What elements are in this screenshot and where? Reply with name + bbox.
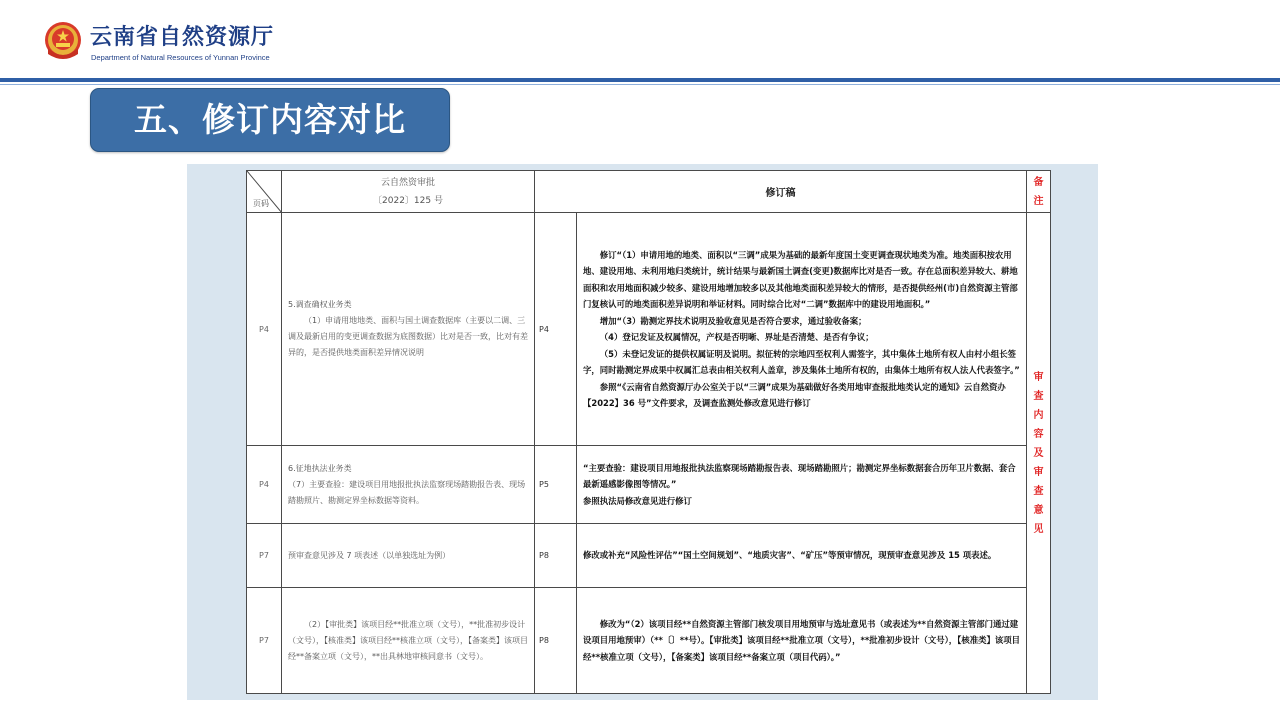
table-row — [247, 524, 1051, 588]
old-doc-number: 〔2022〕125 号 — [373, 195, 443, 206]
table-header-row — [247, 171, 1051, 213]
old-doc-header — [282, 171, 535, 213]
row-page: P7 — [247, 524, 282, 588]
header-divider-thin — [0, 84, 1280, 85]
revised-header: 修订稿 — [535, 171, 1027, 213]
page-header-cell — [247, 171, 282, 213]
note-header — [1027, 171, 1051, 213]
note-text: 审查内容及审查意见 — [1033, 371, 1044, 535]
new-paragraph: 修订“（1）申请用地的地类、面积以“三调”成果为基础的最新年度国土变更调查现状地类为准。地类面积按农用地、建设用地、未利用地归类统计，统计结果与最新国土调查(变更)数据库比对是否一致。存在总面积差异较大、耕地面积和农用地面积减少较多、建设用地增加较多以及其他地类面积差异较大的情形，是否提供经州(市)自然资源主管部门复核认可的地类面积差异说明和举证材料。同时综合比对“二调”数据库中的建设用地面积。” — [583, 249, 1018, 309]
row-new-page: P8 — [535, 524, 577, 588]
national-emblem-icon — [42, 18, 84, 64]
old-body: （2）【审批类】该项目经**批准立项（文号），**批准初步设计（文号），【核准类】该项目经**核准立项（文号），【备案类】该项目经**备案立项（文号），**出具林地审核同意书（文号）。 — [288, 619, 528, 661]
page-header — [0, 0, 1280, 80]
new-paragraph: “主要查验：建设项目用地报批执法监察现场踏勘报告表、现场踏勘照片；勘测定界坐标数据套合历年卫片数据、套合最新遥感影像图等情况。” — [583, 462, 1016, 490]
row-new-page: P4 — [535, 213, 577, 446]
header-divider — [0, 78, 1280, 82]
row-new-text — [577, 588, 1027, 694]
row-new-text — [577, 524, 1027, 588]
row-new-page: P5 — [535, 446, 577, 524]
page-label: 页码 — [253, 199, 269, 208]
comparison-panel — [187, 164, 1098, 700]
old-body: （7）主要查验：建设项目用地报批执法监察现场踏勘报告表、现场踏勘照片、勘测定界坐标数据等资料。 — [288, 479, 526, 505]
row-old-text — [282, 446, 535, 524]
new-paragraph: 参照执法局修改意见进行修订 — [583, 495, 692, 506]
note-cell — [1027, 213, 1051, 694]
old-heading: 6.征地执法业务类 — [288, 463, 352, 473]
row-new-page: P8 — [535, 588, 577, 694]
old-doc-title: 云自然资审批 — [380, 177, 435, 188]
table-row — [247, 213, 1051, 446]
note-header-text: 备注 — [1033, 176, 1044, 207]
old-body: （1）申请用地地类、面积与国土调查数据库（主要以二调、三调及最新启用的变更调查数据为底图数据）比对是否一致，比对有差异的，是否提供地类面积差异情况说明 — [288, 316, 528, 357]
org-name: 云南省自然资源厅 — [90, 24, 275, 50]
row-page: P4 — [247, 446, 282, 524]
slide-title: 五、修订内容对比 — [90, 88, 450, 152]
row-page: P4 — [247, 213, 282, 446]
new-paragraph: （4）登记发证及权属情况，产权是否明晰、界址是否清楚、是否有争议； — [599, 332, 874, 342]
comparison-table — [246, 170, 1051, 694]
row-page: P7 — [247, 588, 282, 694]
new-paragraph: （5）未登记发证的提供权属证明及说明。拟征转的宗地四至权利人需签字，其中集体土地所有权人由村小组长签字，同时勘测定界成果中权属汇总表由相关权利人盖章，涉及集体土地所有权的，由集体土地所有权人法人代表签字。” — [583, 348, 1020, 375]
row-old-text — [282, 213, 535, 446]
table-row — [247, 446, 1051, 524]
old-heading: 5.调查确权业务类 — [288, 300, 352, 309]
new-paragraph: 修改或补充“风险性评估”“国土空间规划”、“地质灾害”、“矿压”等预审情况，现预审查意见涉及 15 项表述。 — [583, 550, 997, 561]
row-old-text: 预审查意见涉及 7 项表述（以单独选址为例） — [282, 524, 535, 588]
new-paragraph: 增加“（3）勘测定界技术说明及验收意见是否符合要求，通过验收备案； — [599, 315, 867, 326]
table-row — [247, 588, 1051, 694]
new-paragraph: 修改为“（2）该项目经**自然资源主管部门核发项目用地预审与选址意见书（或表述为**自然资源主管部门通过建设项目用地预审）（**〔〕**号）。【审批类】该项目经**批准立项（文号），**批准初步设计（文号），【核准类】该项目经**核准立项（文号），【备案类】该项目经**备案立项（项目代码）。” — [583, 618, 1020, 662]
row-new-text — [577, 446, 1027, 524]
org-name-en: Department of Natural Resources of Yunnan Province — [91, 53, 270, 62]
row-new-text — [577, 213, 1027, 446]
row-old-text — [282, 588, 535, 694]
new-paragraph: 参照“《云南省自然资源厅办公室关于以“三调”成果为基础做好各类用地审查报批地类认定的通知》云自然资办【2022】36 号”文件要求，及调查监测处修改意见进行修订 — [583, 381, 1006, 408]
